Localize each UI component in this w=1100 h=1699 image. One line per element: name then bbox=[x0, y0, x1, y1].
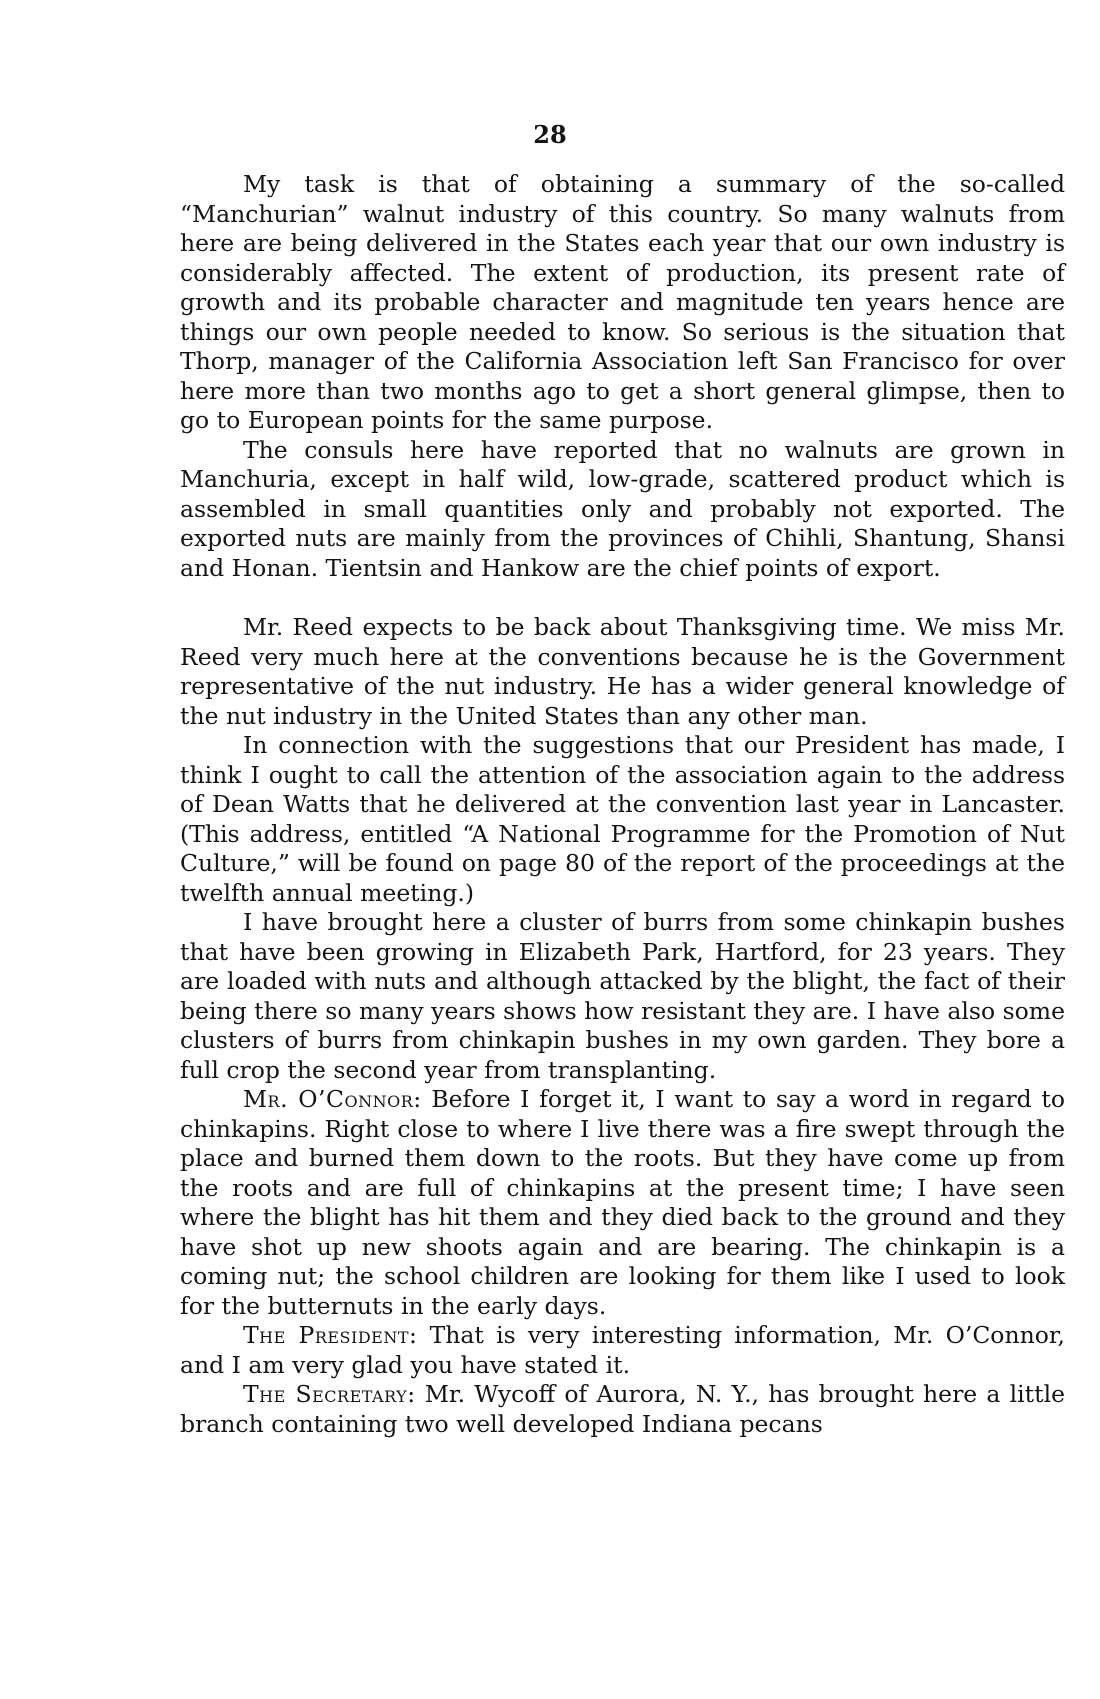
paragraph-mr-reed: Mr. Reed expects to be back about Thanksgiving time. We miss Mr. Reed very much here at the conventions because he is the Government representative of the nut industry. He has a wider general knowledge of the nut industry in the United States than any other man. bbox=[180, 613, 1065, 730]
speech-text: That is very interesting information, Mr. O’Connor, and I am very glad you have stated it. bbox=[180, 1321, 1065, 1379]
paragraph-manchurian-walnut: My task is that of obtaining a summary of the so-called “Manchurian” walnut industry of this country. So many walnuts from here are being delivered in the States each year that our own industry is considerably affected. The extent of production, its present rate of growth and its probable character and magnitude ten years hence are things our own people needed to know. So serious is the situation that Thorp, manager of the California Association left San Francisco for over here more than two months ago to get a short general glimpse, then to go to European points for the same purpose. bbox=[180, 170, 1065, 434]
paragraph-dean-watts-address: In connection with the suggestions that our President has made, I think I ought to call the attention of the association again to the address of Dean Watts that he delivered at the convention last year in Lancaster. (This address, entitled “A National Programme for the Promotion of Nut Culture,” will be found on page 80 of the report of the proceedings at the twelfth annual meeting.) bbox=[180, 731, 1065, 907]
paragraph-consuls-report: The consuls here have reported that no walnuts are grown in Manchuria, except in half wild, low-grade, scattered product which is assembled in small quantities only and probably not exported. The exported nuts are mainly from the provinces of Chihli, Shantung, Shansi and Honan. Tientsin and Hankow are the chief points of export. bbox=[180, 435, 1065, 582]
paragraph-president-remarks bbox=[180, 1321, 1065, 1380]
paragraph-oconnor-remarks bbox=[180, 1085, 1065, 1321]
speaker-label: Mr. O’Connor: bbox=[243, 1085, 422, 1113]
speaker-label: The President: bbox=[243, 1321, 418, 1349]
page-number: 28 bbox=[533, 120, 567, 149]
speech-text: Before I forget it, I want to say a word in regard to chinkapins. Right close to where I live there was a fire swept through the place and burned them down to the roots. But they have come up from the roots and are full of chinkapins at the present time; I have seen where the blight has hit them and they died back to the ground and they have shot up new shoots again and are bearing. The chinkapin is a coming nut; the school children are looking for them like I used to look for the butternuts in the early days. bbox=[180, 1085, 1065, 1320]
paragraph-secretary-remarks bbox=[180, 1380, 1065, 1439]
body-text bbox=[180, 170, 1065, 1439]
speaker-label: The Secretary: bbox=[243, 1380, 416, 1408]
speech-text: Mr. Wycoff of Aurora, N. Y., has brought here a little branch containing two well developed Indiana pecans bbox=[180, 1380, 1065, 1438]
paragraph-chinkapin-burrs: I have brought here a cluster of burrs from some chinkapin bushes that have been growing in Elizabeth Park, Hartford, for 23 years. They are loaded with nuts and although attacked by the blight, the fact of their being there so many years shows how resistant they are. I have also some clusters of burrs from chinkapin bushes in my own garden. They bore a full crop the second year from transplanting. bbox=[180, 908, 1065, 1084]
